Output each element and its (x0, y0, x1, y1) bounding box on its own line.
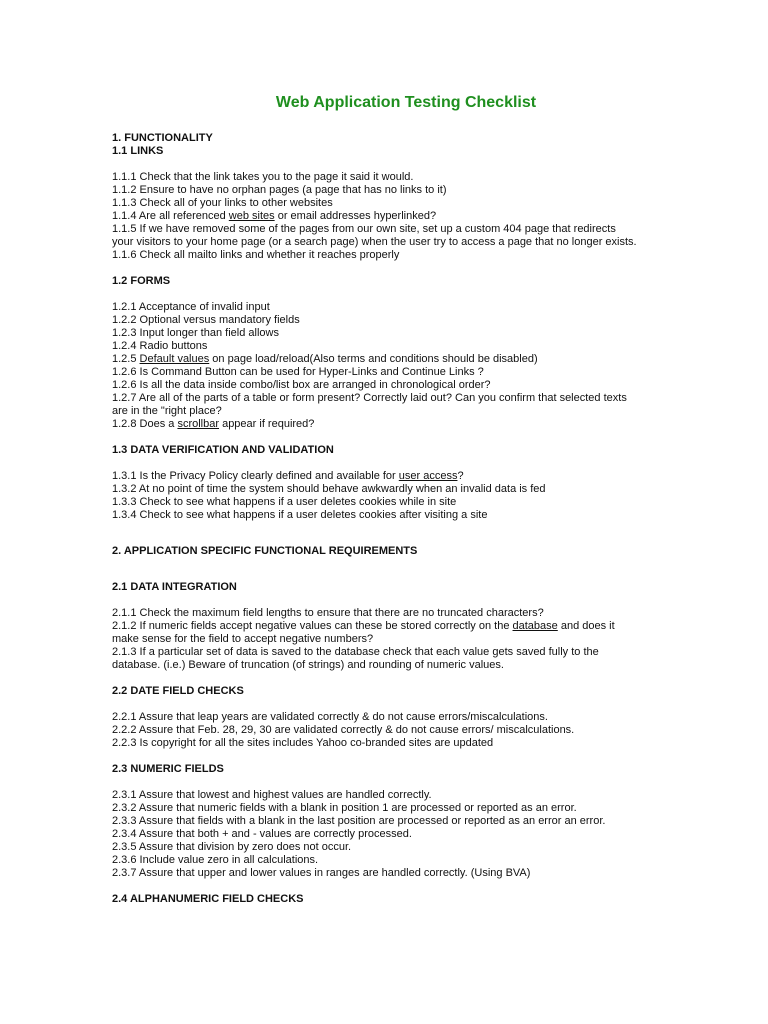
item-text: 1.1.4 Are all referenced (112, 210, 229, 222)
checklist-item: 1.1.2 Ensure to have no orphan pages (a page that has no links to it) (112, 184, 447, 196)
web-sites-link[interactable]: web sites (228, 210, 275, 222)
checklist-item (112, 470, 660, 483)
section-heading-data-verification: 1.3 DATA VERIFICATION AND VALIDATION (112, 444, 334, 456)
checklist-item: 2.2.1 Assure that leap years are validated correctly & do not cause errors/miscalculations. (112, 711, 548, 723)
checklist-item: 1.2.1 Acceptance of invalid input (112, 301, 270, 313)
item-text: 1.3.1 Is the Privacy Policy clearly defined and available for (112, 470, 399, 482)
item-text: or email addresses hyperlinked? (274, 210, 437, 222)
checklist-item: 1.2.3 Input longer than field allows (112, 327, 279, 339)
checklist-item (112, 353, 660, 366)
checklist-item: 1.1.3 Check all of your links to other websites (112, 197, 333, 209)
checklist-item: 2.3.5 Assure that division by zero does not occur. (112, 841, 352, 853)
section-heading-numeric-fields: 2.3 NUMERIC FIELDS (112, 763, 224, 775)
checklist-item: 1.1.5 If we have removed some of the pages from our own site, set up a custom 404 page that redirects (112, 223, 616, 235)
section-heading-alphanumeric-field-checks: 2.4 ALPHANUMERIC FIELD CHECKS (112, 893, 304, 905)
user-access-link[interactable]: user access (398, 470, 458, 482)
document-title: Web Application Testing Checklist (275, 94, 537, 111)
checklist-item: 2.1.1 Check the maximum field lengths to ensure that there are no truncated characters? (112, 607, 544, 619)
checklist-item: 1.2.6 Is Command Button can be used for Hyper-Links and Continue Links ? (112, 366, 484, 378)
checklist-item-continued: make sense for the field to accept negative numbers? (112, 633, 374, 645)
section-heading-functionality: 1. FUNCTIONALITY (112, 132, 213, 144)
item-text: 1.2.8 Does a (112, 418, 178, 430)
checklist-item: 2.3.4 Assure that both + and - values are correctly processed. (112, 828, 412, 840)
checklist-item: 2.3.1 Assure that lowest and highest values are handled correctly. (112, 789, 432, 801)
checklist-item: 1.2.7 Are all of the parts of a table or form present? Correctly laid out? Can you confirm that selected texts (112, 392, 627, 404)
section-heading-forms: 1.2 FORMS (112, 275, 171, 287)
item-text: ? (457, 470, 464, 482)
checklist-item: 2.3.3 Assure that fields with a blank in the last position are processed or reported as an error an error. (112, 815, 606, 827)
checklist-item: 2.2.2 Assure that Feb. 28, 29, 30 are validated correctly & do not cause errors/ miscalculations. (112, 724, 575, 736)
checklist-item: 2.1.3 If a particular set of data is saved to the database check that each value gets saved fully to the (112, 646, 599, 658)
item-text: appear if required? (219, 418, 315, 430)
default-values-link[interactable]: Default values (139, 353, 210, 365)
section-heading-links: 1.1 LINKS (112, 145, 164, 157)
checklist-item: 1.3.4 Check to see what happens if a user deletes cookies after visiting a site (112, 509, 488, 521)
item-text: 2.1.2 If numeric fields accept negative values can these be stored correctly on the (112, 620, 513, 632)
checklist-item (112, 620, 660, 633)
checklist-item-continued: are in the "right place? (112, 405, 222, 417)
checklist-item: 1.1.1 Check that the link takes you to the page it said it would. (112, 171, 414, 183)
section-heading-application-specific: 2. APPLICATION SPECIFIC FUNCTIONAL REQUIREMENTS (112, 545, 418, 557)
item-text: 1.2.5 (112, 353, 140, 365)
checklist-item (112, 418, 660, 431)
checklist-item: 1.1.6 Check all mailto links and whether it reaches properly (112, 249, 400, 261)
checklist-item (112, 210, 660, 223)
checklist-item: 1.2.2 Optional versus mandatory fields (112, 314, 300, 326)
section-heading-date-field-checks: 2.2 DATE FIELD CHECKS (112, 685, 244, 697)
section-heading-data-integration: 2.1 DATA INTEGRATION (112, 581, 237, 593)
checklist-item: 1.2.4 Radio buttons (112, 340, 208, 352)
database-link[interactable]: database (512, 620, 558, 632)
checklist-item: 2.2.3 Is copyright for all the sites includes Yahoo co-branded sites are updated (112, 737, 494, 749)
checklist-item-continued: your visitors to your home page (or a search page) when the user try to access a page that no longer exists. (112, 236, 637, 248)
document-page (112, 88, 660, 906)
checklist-item: 1.3.3 Check to see what happens if a user deletes cookies while in site (112, 496, 457, 508)
scrollbar-link[interactable]: scrollbar (177, 418, 220, 430)
checklist-item: 2.3.6 Include value zero in all calculations. (112, 854, 319, 866)
checklist-item-continued: database. (i.e.) Beware of truncation (of strings) and rounding of numeric values. (112, 659, 504, 671)
checklist-item: 2.3.7 Assure that upper and lower values in ranges are handled correctly. (Using BVA) (112, 867, 531, 879)
checklist-item: 1.3.2 At no point of time the system should behave awkwardly when an invalid data is fed (112, 483, 546, 495)
checklist-item: 2.3.2 Assure that numeric fields with a blank in position 1 are processed or reported as an error. (112, 802, 577, 814)
checklist-item: 1.2.6 Is all the data inside combo/list box are arranged in chronological order? (112, 379, 491, 391)
item-text: on page load/reload(Also terms and conditions should be disabled) (209, 353, 538, 365)
item-text: and does it (557, 620, 615, 632)
